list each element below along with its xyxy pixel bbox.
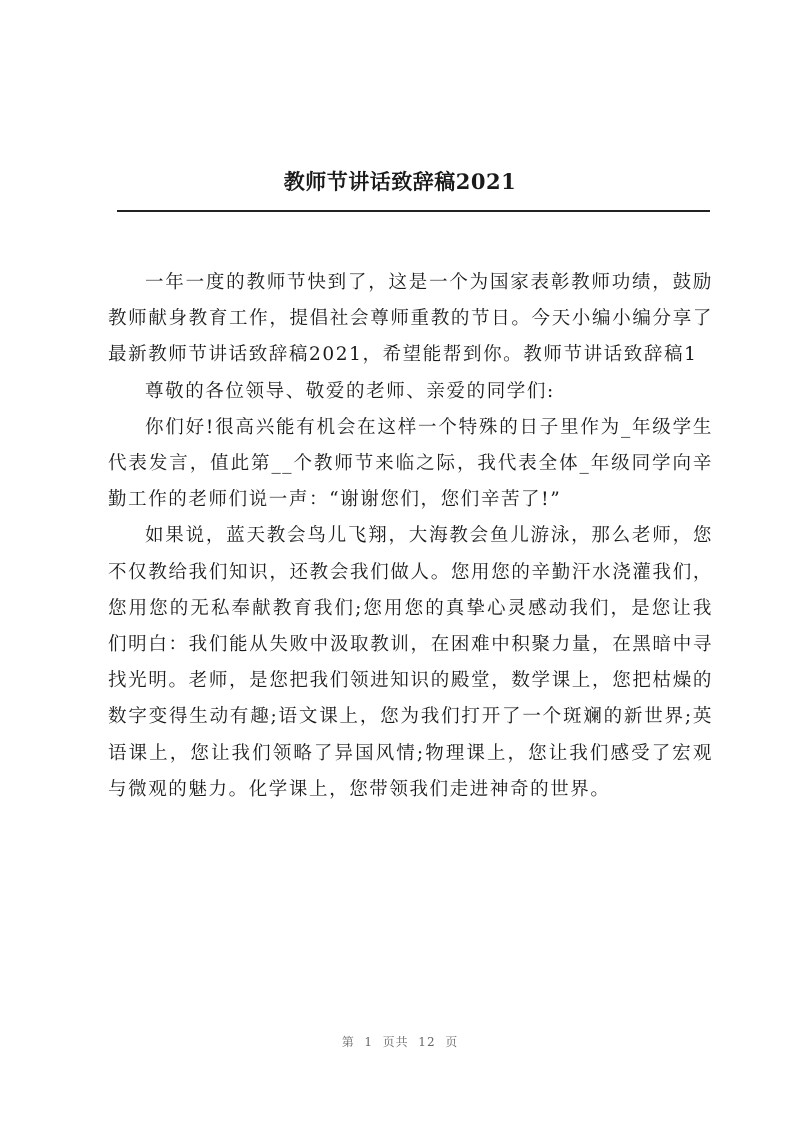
page-number-footer: 第 1 页共 12 页 [341, 1035, 459, 1049]
document-body [108, 265, 713, 808]
document-title: 教师节讲话致辞稿2021 [283, 169, 517, 194]
paragraph-greeting: 你们好!很高兴能有机会在这样一个特殊的日子里作为_年级学生代表发言，值此第__个教师节来临之际，我代表全体_年级同学向辛勤工作的老师们说一声：“谢谢您们，您们辛苦了!” [108, 416, 713, 511]
paragraph-intro: 一年一度的教师节快到了，这是一个为国家表彰教师功绩，鼓励教师献身教育工作，提倡社会尊师重教的节日。今天小编小编分享了最新教师节讲话致辞稿2021，希望能帮到你。教师节讲话致辞稿1 [108, 272, 713, 366]
paragraph-gratitude: 如果说，蓝天教会鸟儿飞翔，大海教会鱼儿游泳，那么老师，您不仅教给我们知识，还教会我们做人。您用您的辛勤汗水浇灌我们，您用您的无私奉献教育我们;您用您的真挚心灵感动我们，是您让我们明白：我们能从失败中汲取教训，在困难中积聚力量，在黑暗中寻找光明。老师，是您把我们领进知识的殿堂，数学课上，您把枯燥的数字变得生动有趣;语文课上，您为我们打开了一个斑斓的新世界;英语课上，您让我们领略了异国风情;物理课上，您让我们感受了宏观与微观的魅力。化学课上，您带领我们走进神奇的世界。 [108, 525, 713, 800]
paragraph-salutation: 尊敬的各位领导、敬爱的老师、亲爱的同学们: [145, 380, 555, 402]
title-divider [117, 210, 710, 212]
